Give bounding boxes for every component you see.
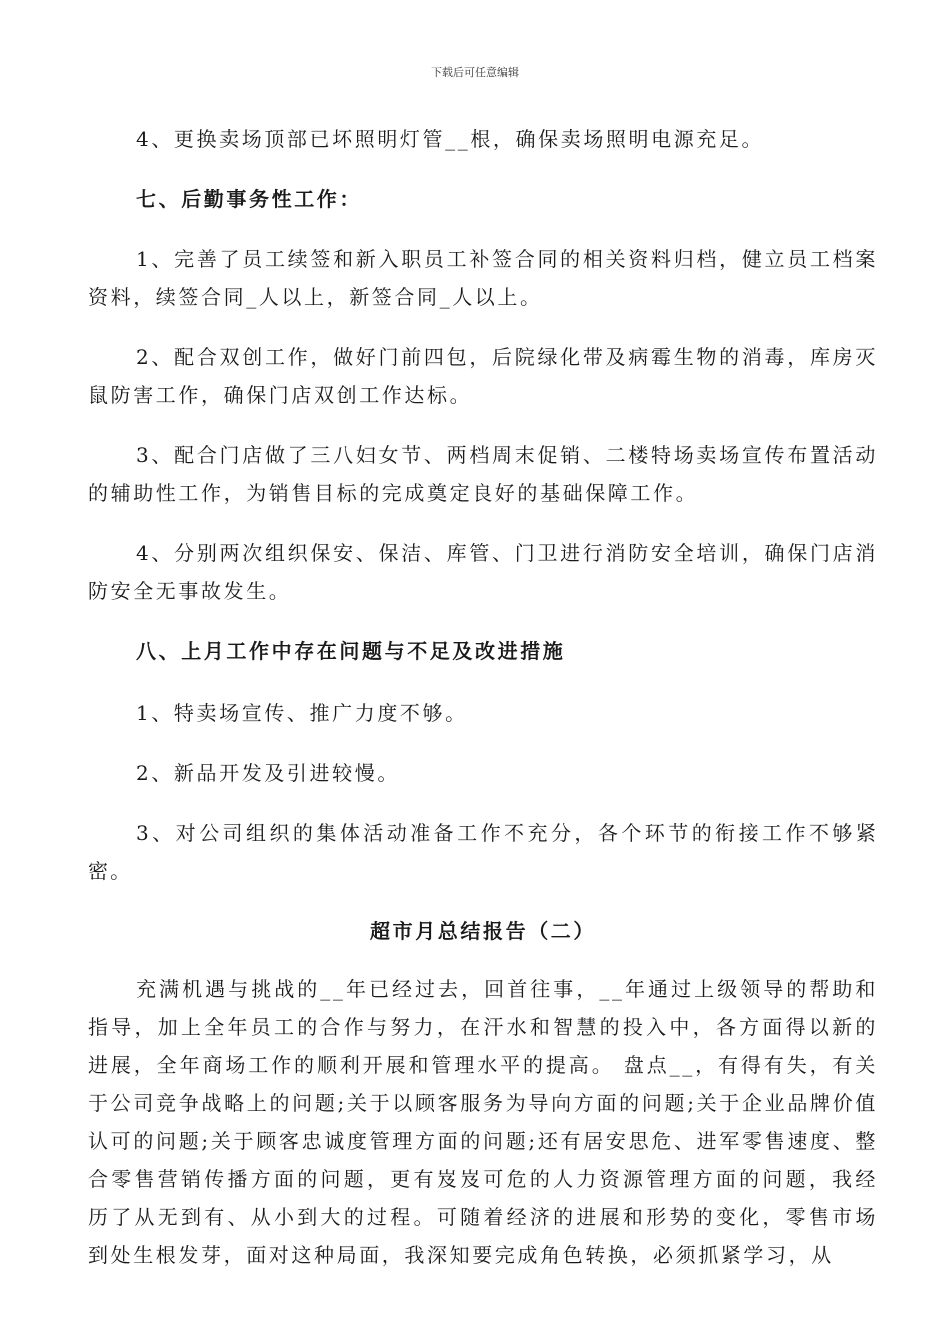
paragraph-8-2: 2、新品开发及引进较慢。 <box>136 761 400 785</box>
section-heading-7: 七、后勤事务性工作： <box>136 187 362 211</box>
paragraph-7-2: 2、配合双创工作，做好门前四包，后院绿化带及病霉生物的消毒，库房灭鼠防害工作，确保门店双创工作达标。 <box>88 345 878 407</box>
page-header-note: 下载后可任意编辑 <box>431 66 519 79</box>
paragraph-8-1: 1、特卖场宣传、推广力度不够。 <box>136 701 468 725</box>
paragraph-7-3: 3、配合门店做了三八妇女节、两档周末促销、二楼特场卖场宣传布置活动的辅助性工作，为销售目标的完成奠定良好的基础保障工作。 <box>88 443 878 505</box>
document-body <box>88 120 878 1296</box>
paragraph-intro: 充满机遇与挑战的__年已经过去，回首往事，__年通过上级领导的帮助和指导，加上全年员工的合作与努力，在汗水和智慧的投入中，各方面得以新的进展，全年商场工作的顺利开展和管理水平的提高。 盘点__，有得有失，有关于公司竞争战略上的问题;关于以顾客服务为导向方面的问题;关于企业品牌价值认可的问题;关于顾客忠诚度管理方面的问题;还有居安思危、进军零售速度、整合零售营销传播方面的问题，更有岌岌可危的人力资源管理方面的问题，我经历了从无到有、从小到大的过程。可随着经济的进展和形势的变化，零售市场到处生根发芽，面对这种局面，我深知要完成角色转换，必须抓紧学习，从 <box>88 977 878 1267</box>
paragraph-item-4-lighting: 4、更换卖场顶部已坏照明灯管__根，确保卖场照明电源充足。 <box>136 127 765 151</box>
paragraph-7-1: 1、完善了员工续签和新入职员工补签合同的相关资料归档，健立员工档案资料，续签合同_人以上，新签合同_人以上。 <box>88 247 878 309</box>
section-heading-8: 八、上月工作中存在问题与不足及改进措施 <box>136 639 566 663</box>
report-title-2: 超市月总结报告（二） <box>370 919 596 943</box>
paragraph-7-4: 4、分别两次组织保安、保洁、库管、门卫进行消防安全培训，确保门店消防安全无事故发生。 <box>88 541 878 603</box>
paragraph-8-3: 3、对公司组织的集体活动准备工作不充分，各个环节的衔接工作不够紧密。 <box>88 821 878 883</box>
